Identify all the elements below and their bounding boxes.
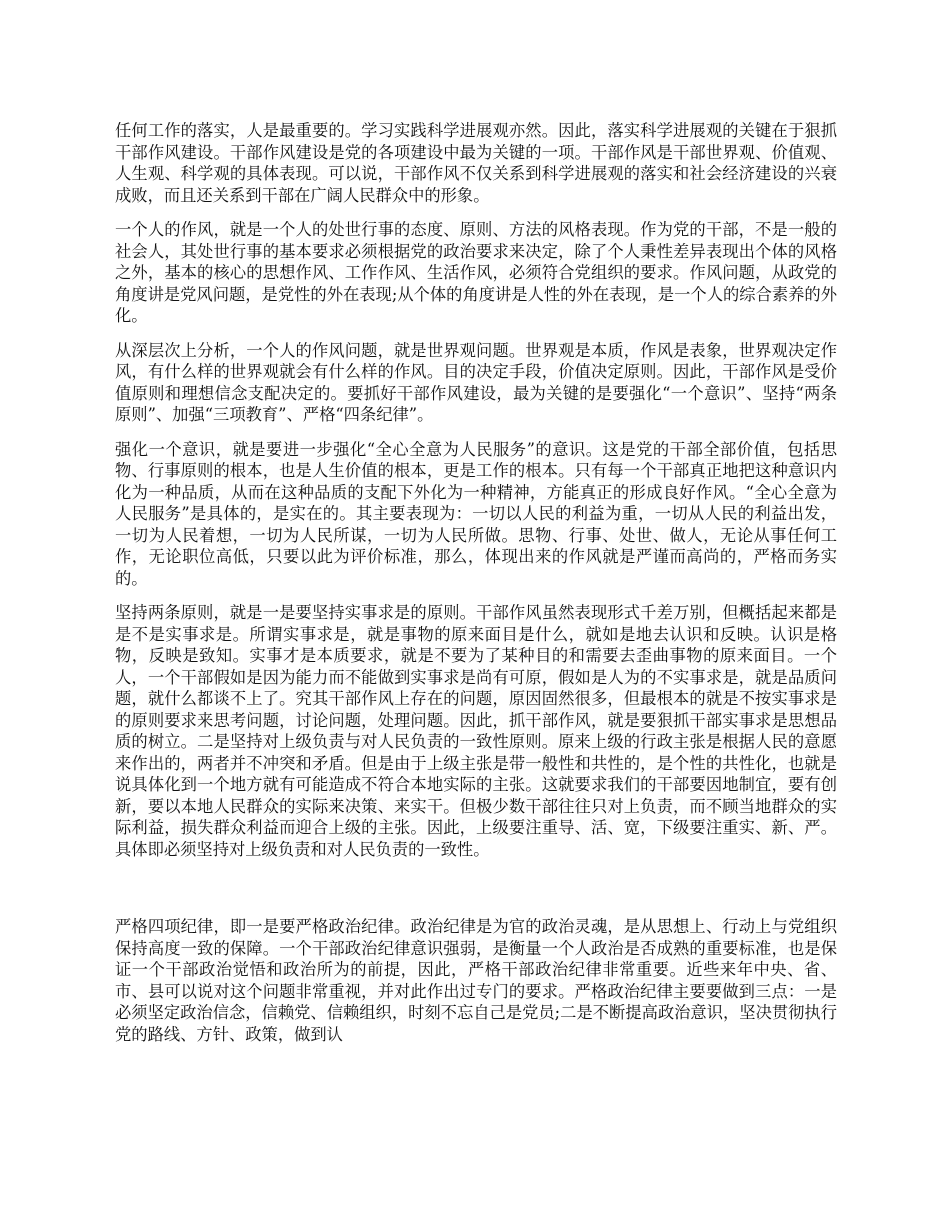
paragraph-four-disciplines: 严格四项纪律，即一是要严格政治纪律。政治纪律是为官的政治灵魂，是从思想上、行动上与党组织保持高度一致的保障。一个干部政治纪律意识强弱，是衡量一个人政治是否成熟的重要标准，也是保证一个干部政治觉悟和政治所为的前提，因此，严格干部政治纪律非常重要。近些来年中央、省、市、县可以说对这个问题非常重视，并对此作出过专门的要求。严格政治纪律主要要做到三点：一是必须坚定政治信念，信赖党、信赖组织，时刻不忘自己是党员;二是不断提高政治意识，坚决贯彻执行党的路线、方针、政策，做到认	[115, 917, 837, 1044]
document-body	[115, 120, 837, 1058]
paragraph-one-awareness: 强化一个意识，就是要进一步强化“全心全意为人民服务”的意识。这是党的干部全部价值，包括思物、行事原则的根本，也是人生价值的根本，更是工作的根本。只有每一个干部真正地把这种意识内化为一种品质，从而在这种品质的支配下外化为一种精神，方能真正的形成良好作风。“全心全意为人民服务”是具体的，是实在的。其主要表现为：一切以人民的利益为重，一切从人民的利益出发，一切为人民着想，一切为人民所谋，一切为人民所做。思物、行事、处世、做人，无论从事任何工作，无论职位高低，只要以此为评价标准，那么，体现出来的作风就是严谨而高尚的，严格而务实的。	[115, 439, 837, 588]
paragraph-implementation: 任何工作的落实，人是最重要的。学习实践科学进展观亦然。因此，落实科学进展观的关键在于狠抓干部作风建设。干部作风建设是党的各项建设中最为关键的一项。干部作风是干部世界观、价值观、人生观、科学观的具体表现。可以说，干部作风不仅关系到科学进展观的落实和社会经济建设的兴衰成败，而且还关系到干部在广阔人民群众中的形象。	[115, 121, 837, 205]
paragraph-worldview: 从深层次上分析，一个人的作风问题，就是世界观问题。世界观是本质，作风是表象，世界观决定作风，有什么样的世界观就会有什么样的作风。目的决定手段，价值决定原则。因此，干部作风是受价值原则和理想信念支配决定的。要抓好干部作风建设，最为关键的是要强化“一个意识”、坚持“两条原则”、加强“三项教育”、严格“四条纪律”。	[115, 340, 837, 424]
paragraph-two-principles: 坚持两条原则，就是一是要坚持实事求是的原则。干部作风虽然表现形式千差万别，但概括起来都是是不是实事求是。所谓实事求是，就是事物的原来面目是什么，就如是地去认识和反映。认识是格物，反映是致知。实事才是本质要求，就是不要为了某种目的和需要去歪曲事物的原来面目。一个人，一个干部假如是因为能力而不能做到实事求是尚有可原，假如是人为的不实事求是，就是品质问题，就什么都谈不上了。究其干部作风上存在的问题，原因固然很多，但最根本的就是不按实事求是的原则要求来思考问题，讨论问题，处理问题。因此，抓干部作风，就是要狠抓干部实事求是思想品质的树立。二是坚持对上级负责与对人民负责的一致性原则。原来上级的行政主张是根据人民的意愿来作出的，两者并不冲突和矛盾。但是由于上级主张是带一般性和共性的，是个性的共性化，也就是说具体化到一个地方就有可能造成不符合本地实际的主张。这就要求我们的干部要因地制宜，要有创新，要以本地人民群众的实际来决策、来实干。但极少数干部往往只对上负责，而不顾当地群众的实际利益，损失群众利益而迎合上级的主张。因此，上级要注重导、活、宽，下级要注重实、新、严。具体即必须坚持对上级负责和对人民负责的一致性。	[115, 603, 837, 859]
paragraph-style-definition: 一个人的作风，就是一个人的处世行事的态度、原则、方法的风格表现。作为党的干部，不是一般的社会人，其处世行事的基本要求必须根据党的政治要求来决定，除了个人秉性差异表现出个体的风格之外，基本的核心的思想作风、工作作风、生活作风，必须符合党组织的要求。作风问题，从政党的角度讲是党风问题，是党性的外在表现;从个体的角度讲是人性的外在表现，是一个人的综合素养的外化。	[115, 220, 837, 325]
